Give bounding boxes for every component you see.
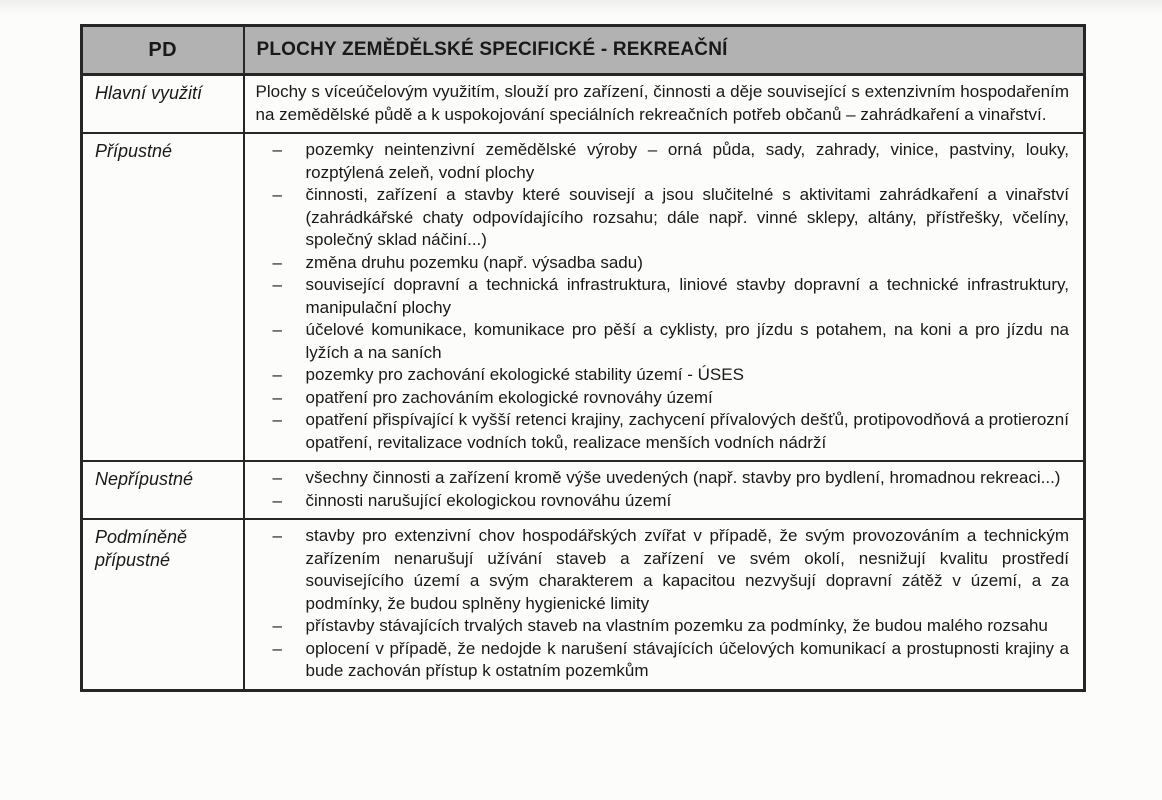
- bullet-text: související dopravní a technická infrastruktura, liniové stavby dopravní a technické infrastruktury, manipulační plochy: [305, 275, 1069, 317]
- bullet-item: [256, 409, 1070, 454]
- table-row-podminene-pripustne: [82, 519, 1085, 690]
- bullet-dash: –: [272, 526, 282, 545]
- bullet-text: pozemky neintenzivní zemědělské výroby – orná půda, sady, zahrady, vinice, pastviny, louky, rozptýlená zeleň, vodní plochy: [305, 140, 1069, 182]
- bullet-item: [256, 387, 1070, 410]
- bullet-item: [256, 364, 1070, 387]
- bullet-item: [256, 638, 1070, 683]
- row-label-cell: [82, 519, 244, 690]
- bullet-list-podminene: [256, 525, 1070, 683]
- bullet-item: [256, 490, 1070, 513]
- bullet-text: opatření přispívající k vyšší retenci krajiny, zachycení přívalových dešťů, protipovodňová a protierozní opatření, revitalizace vodních toků, realizace menších vodních nádrží: [305, 410, 1069, 452]
- row-label: Podmíněně přípustné: [95, 527, 188, 570]
- bullet-dash: –: [272, 320, 282, 339]
- bullet-dash: –: [272, 468, 282, 487]
- bullet-dash: –: [272, 365, 282, 384]
- row-label: Hlavní využití: [95, 83, 203, 103]
- zoning-regulation-table: [80, 24, 1086, 692]
- row-label-cell: [82, 75, 244, 134]
- bullet-dash: –: [272, 252, 282, 272]
- table-header-row: [82, 26, 1085, 75]
- bullet-item: [256, 252, 1070, 275]
- row-label: Přípustné: [95, 141, 173, 161]
- bullet-list-pripustne: [256, 139, 1070, 454]
- bullet-dash: –: [272, 410, 282, 429]
- table-row-hlavni-vyuziti: [82, 75, 1085, 134]
- header-title-cell: [244, 26, 1085, 75]
- row-content-cell: [244, 519, 1085, 690]
- bullet-text: změna druhu pozemku (např. výsadba sadu): [305, 252, 643, 272]
- bullet-list-nepripustne: [256, 467, 1070, 512]
- bullet-dash: –: [272, 490, 282, 510]
- row-content-cell: [244, 75, 1085, 134]
- bullet-text: oplocení v případě, že nedojde k narušení stávajících účelových komunikací a prostupnosti krajiny a bude zachován přístup k ostatním pozemkům: [305, 638, 1069, 680]
- table-row-nepripustne: [82, 461, 1085, 519]
- bullet-text: stavby pro extenzivní chov hospodářských zvířat v případě, že svým provozováním a technickým zařízením nenarušují užívání staveb a zařízení ve svém okolí, nesnižují kvalitu prostředí souvisejícího území a svým charakterem a kapacitou nezvyšují dopravní zátěž v území, a za podmínky, že budou splněny hygienické limity: [305, 526, 1069, 613]
- bullet-text: přístavby stávajících trvalých staveb na vlastním pozemku za podmínky, že budou malého rozsahu: [305, 616, 1048, 635]
- bullet-item: [256, 467, 1070, 490]
- bullet-item: [256, 615, 1070, 638]
- table-row-pripustne: [82, 133, 1085, 461]
- zone-code: PD: [148, 39, 178, 61]
- zone-title: PLOCHY ZEMĚDĚLSKÉ SPECIFICKÉ - REKREAČNÍ: [256, 39, 728, 60]
- bullet-text: opatření pro zachováním ekologické rovnováhy území: [305, 387, 713, 407]
- bullet-dash: –: [272, 185, 282, 204]
- bullet-text: činnosti, zařízení a stavby které souvisejí a jsou slučitelné s aktivitami zahrádkaření a vinařství (zahrádkářské chaty odpovídajícího rozsahu; dále např. vinné sklepy, altány, přístřešky, včelíny, společný sklad náčiní...): [305, 185, 1069, 249]
- bullet-dash: –: [272, 275, 282, 294]
- row-content-cell: [244, 461, 1085, 519]
- bullet-text: činnosti narušující ekologickou rovnováhu území: [305, 490, 672, 510]
- bullet-item: [256, 184, 1070, 252]
- bullet-dash: –: [272, 387, 282, 407]
- bullet-text: účelové komunikace, komunikace pro pěší a cyklisty, pro jízdu s potahem, na koni a pro jízdu na lyžích a na saních: [305, 320, 1069, 362]
- bullet-dash: –: [272, 140, 282, 159]
- bullet-item: [256, 274, 1070, 319]
- row-label-cell: [82, 461, 244, 519]
- bullet-dash: –: [272, 616, 282, 635]
- header-code-cell: [82, 26, 244, 75]
- main-use-paragraph: Plochy s víceúčelovým využitím, slouží pro zařízení, činnosti a děje související s extenzivním hospodařením na zemědělské půdě a k uspokojování speciálních rekreačních potřeb občanů – zahrádkaření a vinařství.: [255, 82, 1069, 124]
- bullet-item: [256, 525, 1070, 615]
- bullet-text: všechny činnosti a zařízení kromě výše uvedených (např. stavby pro bydlení, hromadnou rekreaci...): [305, 468, 1061, 487]
- row-label: Nepřípustné: [95, 469, 194, 489]
- bullet-item: [256, 139, 1070, 184]
- bullet-text: pozemky pro zachování ekologické stability území - ÚSES: [305, 365, 744, 384]
- bullet-item: [256, 319, 1070, 364]
- row-content-cell: [244, 133, 1085, 461]
- bullet-dash: –: [272, 638, 282, 658]
- row-label-cell: [82, 133, 244, 461]
